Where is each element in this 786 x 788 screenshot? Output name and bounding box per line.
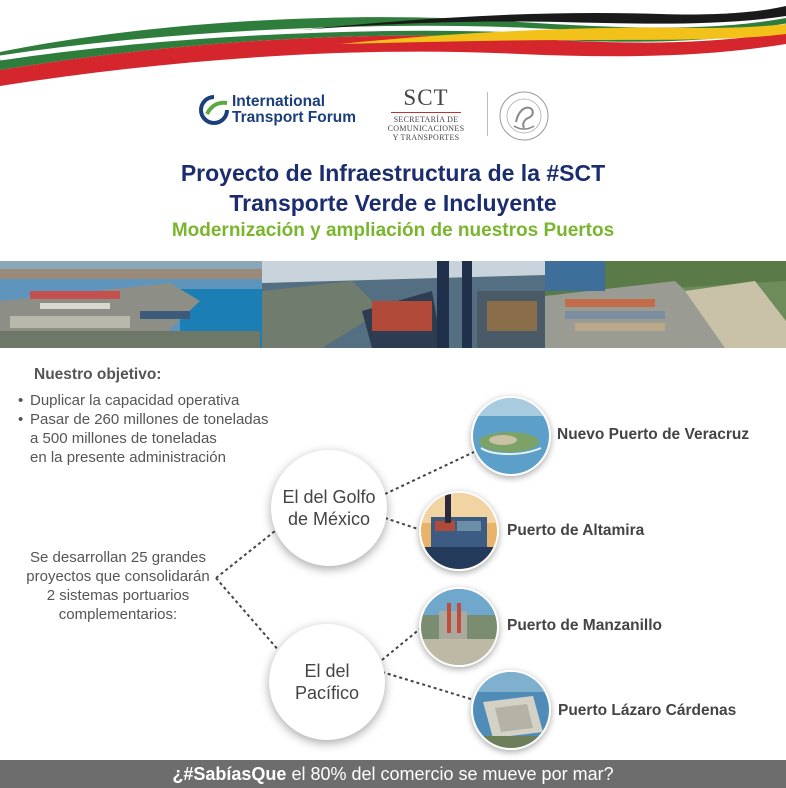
objective-item-line: a 500 millones de toneladas <box>30 430 217 447</box>
sct-title: SCT <box>403 85 449 110</box>
region-pacifico <box>269 624 385 740</box>
footer-text: el 80% del comercio se mueve por mar? <box>286 764 614 784</box>
objective-item: • Pasar de 260 millones de toneladas <box>18 410 269 429</box>
port-veracruz-image <box>471 396 551 476</box>
intro-line: complementarios: <box>58 606 178 623</box>
connector-line <box>216 578 280 652</box>
objective-item: • Duplicar la capacidad operativa <box>18 391 269 410</box>
connector-line <box>382 672 474 700</box>
subtitle-green: Modernización y ampliación de nuestros Puertos <box>171 220 615 241</box>
port-lazaro-cardenas-image <box>471 670 551 750</box>
mexico-seal-icon <box>494 86 554 146</box>
connector-line <box>382 628 421 660</box>
port-manzanillo-label: Puerto de Manzanillo <box>507 617 663 634</box>
port-altamira-label: Puerto de Altamira <box>507 522 645 539</box>
region-golfo-de-mexico <box>271 450 387 566</box>
port-altamira-image <box>419 491 499 571</box>
sct-subtitle-line1: SECRETARÍA DE <box>393 115 459 124</box>
itf-logo-line1: International <box>232 93 326 110</box>
region-pacifico-line2: Pacífico <box>294 683 360 703</box>
itf-logo-icon <box>198 94 230 126</box>
connector-line <box>385 452 474 494</box>
region-golfo-line1: El del Golfo <box>282 487 376 507</box>
intro-line: Se desarrollan 25 grandes <box>30 549 206 566</box>
itf-logo <box>232 94 356 126</box>
intro-line: 2 sistemas portuarios <box>46 587 190 604</box>
sct-subtitle-line2: COMUNICACIONES <box>387 124 465 133</box>
connector-line <box>216 527 280 578</box>
title-line1: Proyecto de Infraestructura de la #SCT <box>180 160 606 186</box>
itf-logo-line2: Transport Forum <box>232 109 357 126</box>
logo-separator <box>487 92 488 136</box>
objective-item-line: en la presente administración <box>30 449 226 466</box>
port-veracruz-label: Nuevo Puerto de Veracruz <box>557 426 750 443</box>
connector-line <box>385 518 421 530</box>
port-photo-1 <box>0 261 262 348</box>
connector-lines <box>0 350 786 760</box>
port-lazaro-cardenas-label: Puerto Lázaro Cárdenas <box>558 702 737 719</box>
port-photo-3 <box>545 261 786 348</box>
region-golfo-line2: de México <box>287 509 371 529</box>
flag-ribbon <box>0 0 786 90</box>
intro-line: proyectos que consolidarán <box>26 568 210 585</box>
region-pacifico-line1: El del <box>304 661 350 681</box>
sct-divider <box>391 112 461 113</box>
title-line2: Transporte Verde e Incluyente <box>229 190 557 216</box>
sct-subtitle-line3: Y TRANSPORTES <box>392 133 460 142</box>
sct-subtitle <box>376 115 476 142</box>
port-manzanillo-image <box>419 587 499 667</box>
footer-banner <box>0 760 786 788</box>
footer-hashtag: ¿#SabíasQue <box>172 764 287 784</box>
objective-heading: Nuestro objetivo: <box>34 366 162 383</box>
port-photo-2 <box>262 261 545 348</box>
sct-logo <box>376 86 476 142</box>
